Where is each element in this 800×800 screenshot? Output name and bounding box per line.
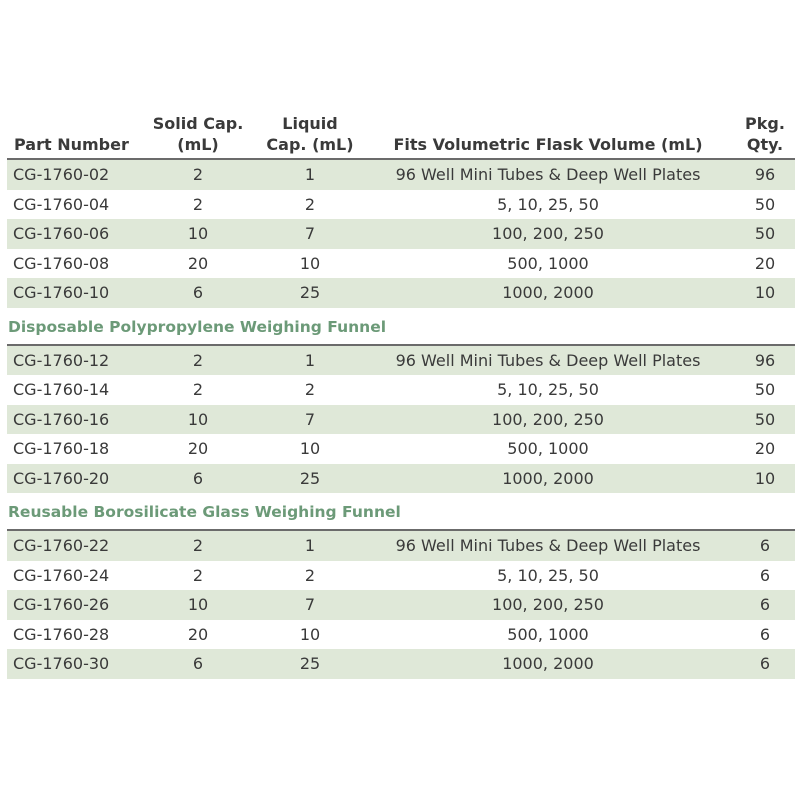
cell-fits-flask: 100, 200, 250 — [492, 224, 604, 243]
cell-pkg-qty: 96 — [754, 165, 776, 184]
header-liquid-cap-line1: Liquid — [282, 114, 338, 133]
table-row — [7, 160, 795, 190]
cell-part-number: CG-1760-26 — [13, 595, 110, 614]
cell-pkg-qty: 50 — [754, 409, 776, 429]
cell-solid-cap: 20 — [187, 624, 209, 644]
table-row — [7, 219, 795, 249]
header-solid-cap-line1: Solid Cap. — [152, 114, 244, 133]
cell-liquid-cap: 25 — [299, 283, 321, 302]
cell-fits-flask: 1000, 2000 — [502, 283, 594, 302]
cell-liquid-cap: 25 — [299, 654, 321, 673]
cell-liquid-cap: 10 — [299, 439, 321, 458]
cell-solid-cap: 2 — [192, 565, 204, 585]
cell-part-number: CG-1760-20 — [13, 468, 110, 488]
cell-liquid-cap: 1 — [304, 350, 316, 370]
cell-pkg-qty: 6 — [759, 565, 771, 585]
cell-part-number: CG-1760-24 — [13, 565, 110, 585]
header-part-number — [14, 134, 129, 155]
section-title: Reusable Borosilicate Glass Weighing Funnel — [7, 493, 795, 531]
table-header — [7, 0, 795, 160]
cell-liquid-cap: 7 — [304, 224, 316, 243]
header-pkg-qty — [733, 113, 797, 155]
cell-solid-cap: 2 — [192, 350, 204, 370]
product-table — [7, 0, 795, 679]
table-group — [7, 308, 795, 494]
cell-fits-flask: 96 Well Mini Tubes & Deep Well Plates — [395, 165, 701, 184]
cell-part-number: CG-1760-22 — [13, 536, 110, 555]
cell-fits-flask: 96 Well Mini Tubes & Deep Well Plates — [395, 536, 701, 555]
cell-pkg-qty: 20 — [754, 439, 776, 458]
cell-liquid-cap: 7 — [304, 595, 316, 614]
cell-liquid-cap: 2 — [304, 194, 316, 214]
header-liquid-cap-line2: Cap. (mL) — [266, 135, 354, 154]
cell-solid-cap: 6 — [192, 283, 204, 302]
cell-pkg-qty: 20 — [754, 253, 776, 273]
table-row — [7, 590, 795, 620]
cell-pkg-qty: 6 — [759, 595, 771, 614]
cell-solid-cap: 20 — [187, 439, 209, 458]
cell-part-number: CG-1760-02 — [13, 165, 110, 184]
section-title: Disposable Polypropylene Weighing Funnel — [7, 308, 795, 346]
cell-fits-flask: 96 Well Mini Tubes & Deep Well Plates — [395, 350, 701, 370]
header-pkg-qty-line2: Qty. — [746, 135, 784, 154]
cell-part-number: CG-1760-30 — [13, 654, 110, 673]
table-group — [7, 493, 795, 679]
cell-pkg-qty: 6 — [759, 624, 771, 644]
cell-pkg-qty: 10 — [754, 283, 776, 302]
table-row — [7, 434, 795, 464]
cell-fits-flask: 5, 10, 25, 50 — [497, 380, 599, 399]
cell-part-number: CG-1760-10 — [13, 283, 110, 302]
cell-solid-cap: 6 — [192, 654, 204, 673]
cell-liquid-cap: 1 — [304, 165, 316, 184]
cell-pkg-qty: 6 — [759, 654, 771, 673]
table-row — [7, 190, 795, 220]
cell-solid-cap: 10 — [187, 595, 209, 614]
cell-part-number: CG-1760-04 — [13, 194, 110, 214]
cell-liquid-cap: 7 — [304, 409, 316, 429]
cell-liquid-cap: 2 — [304, 380, 316, 399]
cell-liquid-cap: 25 — [299, 468, 321, 488]
table-row — [7, 464, 795, 494]
header-fits-flask-text: Fits Volumetric Flask Volume (mL) — [393, 135, 703, 154]
table-body — [7, 160, 795, 679]
cell-fits-flask: 100, 200, 250 — [492, 595, 604, 614]
table-row — [7, 531, 795, 561]
cell-solid-cap: 2 — [192, 536, 204, 555]
cell-solid-cap: 2 — [192, 194, 204, 214]
header-solid-cap — [138, 113, 258, 155]
cell-part-number: CG-1760-18 — [13, 439, 110, 458]
cell-fits-flask: 5, 10, 25, 50 — [497, 565, 599, 585]
cell-part-number: CG-1760-28 — [13, 624, 110, 644]
cell-solid-cap: 6 — [192, 468, 204, 488]
cell-fits-flask: 1000, 2000 — [502, 654, 594, 673]
cell-fits-flask: 5, 10, 25, 50 — [497, 194, 599, 214]
cell-liquid-cap: 10 — [299, 253, 321, 273]
table-row — [7, 620, 795, 650]
cell-fits-flask: 500, 1000 — [507, 624, 589, 644]
table-row — [7, 375, 795, 405]
cell-pkg-qty: 96 — [754, 350, 776, 370]
table-row — [7, 278, 795, 308]
cell-solid-cap: 2 — [192, 165, 204, 184]
cell-solid-cap: 2 — [192, 380, 204, 399]
table-row — [7, 561, 795, 591]
table-row — [7, 249, 795, 279]
cell-pkg-qty: 50 — [754, 194, 776, 214]
table-group — [7, 160, 795, 308]
table-row — [7, 346, 795, 376]
cell-part-number: CG-1760-12 — [13, 350, 110, 370]
cell-part-number: CG-1760-14 — [13, 380, 110, 399]
cell-liquid-cap: 10 — [299, 624, 321, 644]
header-part-number-text: Part Number — [14, 135, 129, 154]
cell-fits-flask: 100, 200, 250 — [492, 409, 604, 429]
cell-solid-cap: 20 — [187, 253, 209, 273]
cell-fits-flask: 1000, 2000 — [502, 468, 594, 488]
header-solid-cap-line2: (mL) — [177, 135, 219, 154]
cell-solid-cap: 10 — [187, 409, 209, 429]
header-fits-flask — [373, 134, 723, 155]
cell-part-number: CG-1760-08 — [13, 253, 110, 273]
cell-pkg-qty: 50 — [754, 380, 776, 399]
header-pkg-qty-line1: Pkg. — [745, 114, 785, 133]
cell-part-number: CG-1760-16 — [13, 409, 110, 429]
table-row — [7, 405, 795, 435]
header-liquid-cap — [250, 113, 370, 155]
table-row — [7, 649, 795, 679]
cell-fits-flask: 500, 1000 — [507, 439, 589, 458]
cell-fits-flask: 500, 1000 — [507, 253, 589, 273]
cell-liquid-cap: 2 — [304, 565, 316, 585]
cell-pkg-qty: 6 — [759, 536, 771, 555]
cell-solid-cap: 10 — [187, 224, 209, 243]
cell-part-number: CG-1760-06 — [13, 224, 110, 243]
cell-pkg-qty: 10 — [754, 468, 776, 488]
cell-liquid-cap: 1 — [304, 536, 316, 555]
cell-pkg-qty: 50 — [754, 224, 776, 243]
